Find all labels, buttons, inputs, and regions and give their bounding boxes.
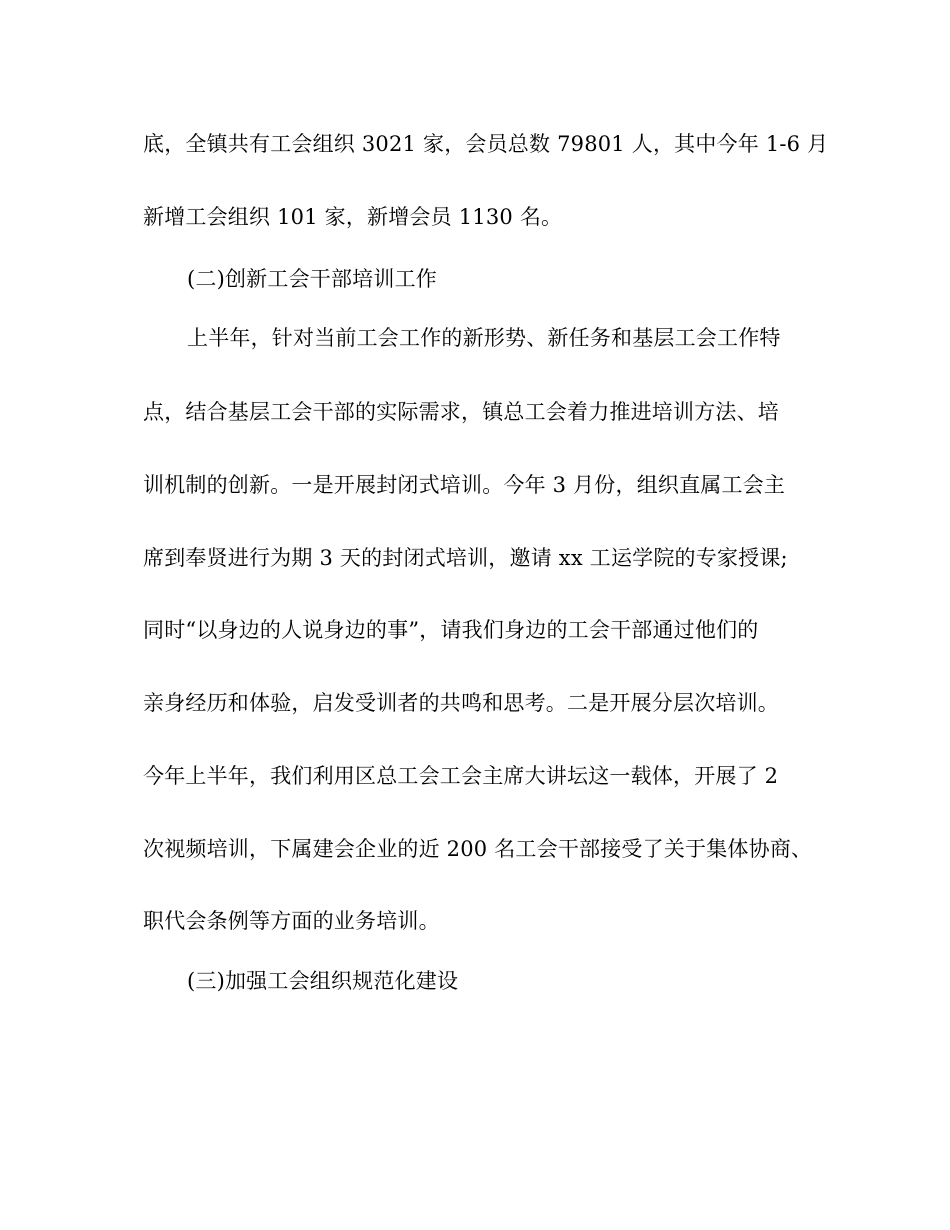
paragraph-line-6: 席到奉贤进行为期 3 天的封闭式培训，邀请 xx 工运学院的专家授课;	[143, 546, 788, 570]
paragraph-line-2: 新增工会组织 101 家，新增会员 1130 名。	[143, 205, 563, 229]
paragraph-line-1: 底，全镇共有工会组织 3021 家，会员总数 79801 人，其中今年 1-6 月	[143, 132, 829, 156]
paragraph-line-11: 职代会条例等方面的业务培训。	[143, 909, 440, 933]
paragraph-line-7: 同时“以身边的人说身边的事”，请我们身边的工会干部通过他们的	[143, 618, 759, 642]
paragraph-line-5: 训机制的创新。一是开展封闭式培训。今年 3 月份，组织直属工会主	[143, 473, 786, 497]
paragraph-line-4: 点，结合基层工会干部的实际需求，镇总工会着力推进培训方法、培	[143, 400, 779, 424]
paragraph-line-8: 亲身经历和体验，启发受训者的共鸣和思考。二是开展分层次培训。	[143, 691, 779, 715]
paragraph-line-9: 今年上半年，我们利用区总工会工会主席大讲坛这一载体，开展了 2	[143, 764, 779, 788]
section-heading-2: (二)创新工会干部培训工作	[187, 267, 437, 291]
paragraph-line-10: 次视频培训，下属建会企业的近 200 名工会干部接受了关于集体协商、	[143, 837, 813, 861]
paragraph-line-3: 上半年，针对当前工会工作的新形势、新任务和基层工会工作特	[187, 326, 781, 350]
section-heading-3: (三)加强工会组织规范化建设	[187, 969, 459, 993]
